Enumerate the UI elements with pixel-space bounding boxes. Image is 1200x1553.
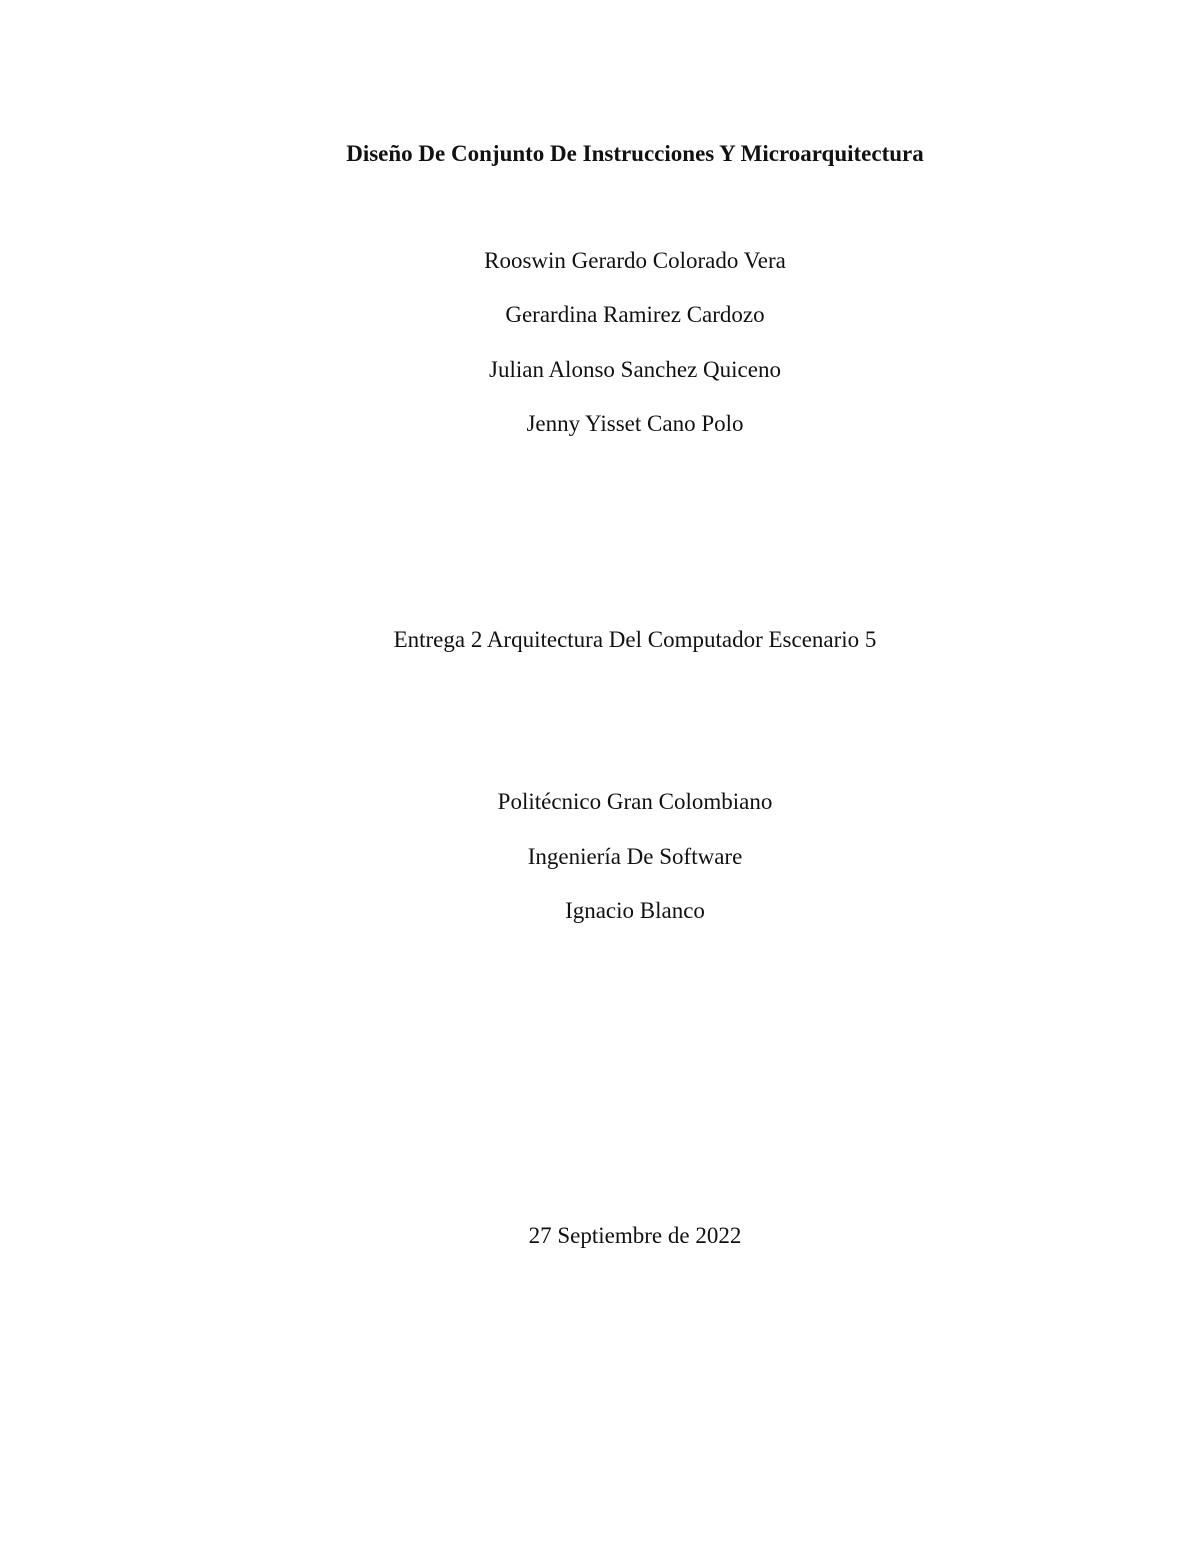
program-name: Ingeniería De Software (527, 844, 743, 869)
author-name: Jenny Yisset Cano Polo (526, 411, 744, 436)
author-name: Julian Alonso Sanchez Quiceno (489, 357, 781, 382)
author-name: Gerardina Ramirez Cardozo (505, 302, 765, 327)
assignment-line: Entrega 2 Arquitectura Del Computador Escenario 5 (393, 627, 877, 652)
institution-name: Politécnico Gran Colombiano (497, 789, 773, 814)
document-title: Diseño De Conjunto De Instrucciones Y Microarquitectura (346, 141, 924, 166)
author-name: Rooswin Gerardo Colorado Vera (484, 248, 786, 273)
document-date: 27 Septiembre de 2022 (528, 1223, 742, 1248)
instructor-name: Ignacio Blanco (565, 898, 705, 923)
